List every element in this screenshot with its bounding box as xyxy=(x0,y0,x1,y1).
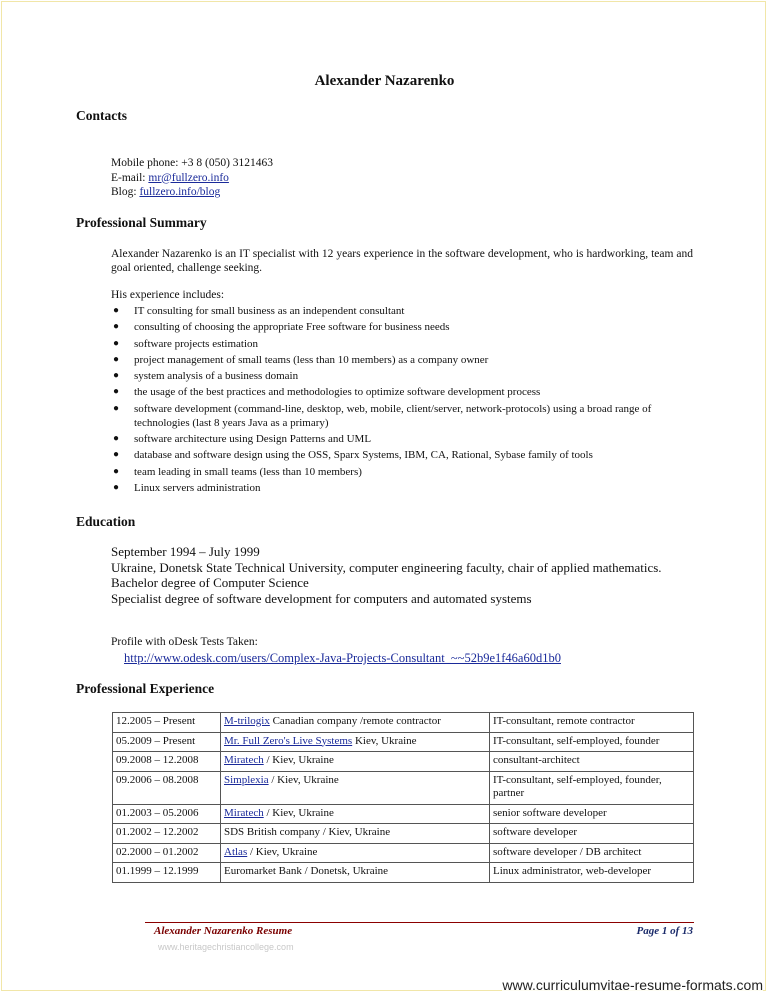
table-row xyxy=(113,713,694,733)
bullet-text: project management of small teams (less than 10 members) as a company owner xyxy=(134,353,489,366)
company-location: / Kiev, Ukraine xyxy=(268,773,339,786)
contacts-heading: Contacts xyxy=(76,108,127,123)
bullet-text: team leading in small teams (less than 10 members) xyxy=(134,465,362,478)
education-university: Ukraine, Donetsk State Technical University, computer engineering faculty, chair of applied mathematics. xyxy=(111,559,662,575)
email-link[interactable]: mr@fullzero.info xyxy=(148,171,229,184)
bullet-text: software architecture using Design Patterns and UML xyxy=(134,433,372,446)
company-location: Kiev, Ukraine xyxy=(352,734,417,747)
period-cell: 01.2002 – 12.2002 xyxy=(113,824,221,844)
resume-name: Alexander Nazarenko xyxy=(314,73,455,89)
table-row xyxy=(113,752,694,772)
table-row xyxy=(113,804,694,824)
watermark-bottom: www.curriculumvitae-resume-formats.com xyxy=(502,977,763,993)
bullet-item xyxy=(111,402,693,430)
company-cell xyxy=(221,752,490,772)
bullet-dot-icon: ● xyxy=(113,465,120,477)
period-cell: 01.1999 – 12.1999 xyxy=(113,863,221,883)
table-row xyxy=(113,843,694,863)
bullet-item xyxy=(111,369,693,383)
bullet-item xyxy=(111,481,693,495)
education-heading: Education xyxy=(76,514,136,529)
email-line xyxy=(111,171,273,186)
bullet-item xyxy=(111,304,693,318)
table-row xyxy=(113,732,694,752)
bullet-text: Linux servers administration xyxy=(134,481,261,494)
profile-link[interactable]: http://www.odesk.com/users/Complex-Java-Projects-Consultant_~~52b9e1f46a60d1b0 xyxy=(124,651,561,665)
company-cell xyxy=(221,824,490,844)
period-cell: 09.2006 – 08.2008 xyxy=(113,771,221,804)
role-cell: senior software developer xyxy=(490,804,694,824)
experience-heading: Professional Experience xyxy=(76,681,215,696)
bullet-text: consulting of choosing the appropriate Free software for business needs xyxy=(134,321,450,334)
education-dates: September 1994 – July 1999 xyxy=(111,544,260,559)
footer-rule xyxy=(145,922,694,923)
bullet-dot-icon: ● xyxy=(113,386,120,398)
period-cell: 02.2000 – 01.2002 xyxy=(113,843,221,863)
blog-line xyxy=(111,185,273,200)
profile-label: Profile with oDesk Tests Taken: xyxy=(111,636,258,648)
company-link[interactable]: Miratech xyxy=(224,754,264,766)
experience-intro: His experience includes: xyxy=(111,289,225,301)
company-location: / Kiev, Ukraine xyxy=(263,806,334,819)
bullet-dot-icon: ● xyxy=(113,353,120,365)
company-cell xyxy=(221,732,490,752)
company-link[interactable]: Simplexia xyxy=(224,773,269,786)
table-row xyxy=(113,771,694,804)
education-bachelor: Bachelor degree of Computer Science xyxy=(111,575,309,590)
company-link[interactable]: M-trilogix xyxy=(224,715,270,727)
bullet-text: system analysis of a business domain xyxy=(134,370,299,383)
company-cell xyxy=(221,863,490,883)
education-block xyxy=(111,544,693,606)
role-cell: IT-consultant, remote contractor xyxy=(490,713,694,733)
experience-bullet-list xyxy=(111,304,693,497)
blog-link[interactable]: fullzero.info/blog xyxy=(139,186,221,198)
bullet-text: software projects estimation xyxy=(134,337,259,350)
summary-heading: Professional Summary xyxy=(76,215,207,230)
company-location: / Kiev, Ukraine xyxy=(263,754,334,766)
bullet-item xyxy=(111,320,693,334)
role-cell: consultant-architect xyxy=(490,752,694,772)
page-word: Page xyxy=(636,925,662,937)
role-cell: IT-consultant, self-employed, founder, partner xyxy=(490,771,694,804)
company-link[interactable]: Atlas xyxy=(224,845,248,858)
of-word: of xyxy=(667,925,682,937)
company-location: Euromarket Bank / Donetsk, Ukraine xyxy=(224,865,389,877)
page-total: 13 xyxy=(682,925,693,937)
education-specialist: Specialist degree of software development for computers and automated systems xyxy=(111,590,532,606)
bullet-dot-icon: ● xyxy=(113,337,120,349)
phone-line: Mobile phone: +3 8 (050) 3121463 xyxy=(111,157,274,169)
bullet-dot-icon: ● xyxy=(113,402,120,414)
company-cell xyxy=(221,804,490,824)
bullet-text: database and software design using the OSS, Sparx Systems, IBM, CA, Rational, Sybase family of tools xyxy=(134,449,593,462)
page-indicator xyxy=(636,925,693,937)
bullet-item xyxy=(111,337,693,351)
contacts-block xyxy=(111,156,273,200)
bullet-text: the usage of the best practices and methodologies to optimize software development process xyxy=(134,386,541,399)
bullet-dot-icon: ● xyxy=(113,321,120,333)
company-cell xyxy=(221,843,490,863)
bullet-dot-icon: ● xyxy=(113,370,120,382)
company-cell xyxy=(221,771,490,804)
company-link[interactable]: Mr. Full Zero's Live Systems xyxy=(224,734,353,747)
period-cell: 01.2003 – 05.2006 xyxy=(113,804,221,824)
table-row xyxy=(113,824,694,844)
bullet-item xyxy=(111,353,693,367)
period-cell: 09.2008 – 12.2008 xyxy=(113,752,221,772)
company-location: SDS British company / Kiev, Ukraine xyxy=(224,826,391,838)
bullet-item xyxy=(111,465,693,479)
bullet-text: software development (command-line, desktop, web, mobile, client/server, network-protocols) using a broad range of technologies (last 8 years Java as a primary) xyxy=(134,402,652,429)
summary-paragraph: Alexander Nazarenko is an IT specialist with 12 years experience in the software development, who is hardworking, team and goal oriented, challenge seeking. xyxy=(111,248,693,274)
footer-title: Alexander Nazarenko Resume xyxy=(154,925,293,937)
role-cell: software developer xyxy=(490,824,694,844)
table-row xyxy=(113,863,694,883)
period-cell: 05.2009 – Present xyxy=(113,732,221,752)
company-link[interactable]: Miratech xyxy=(224,806,264,819)
role-cell: IT-consultant, self-employed, founder xyxy=(490,732,694,752)
bullet-text: IT consulting for small business as an independent consultant xyxy=(134,305,405,317)
watermark-top: www.heritagechristiancollege.com xyxy=(158,942,294,952)
bullet-item xyxy=(111,385,693,399)
role-cell: software developer / DB architect xyxy=(490,843,694,863)
bullet-dot-icon: ● xyxy=(113,433,120,445)
email-label: E-mail: xyxy=(111,171,149,184)
bullet-item xyxy=(111,448,693,462)
company-cell xyxy=(221,713,490,733)
page-number: 1 xyxy=(661,925,668,937)
bullet-item xyxy=(111,432,693,446)
company-location: Canadian company /remote contractor xyxy=(269,715,441,727)
role-cell: Linux administrator, web-developer xyxy=(490,863,694,883)
company-location: / Kiev, Ukraine xyxy=(247,845,318,858)
experience-table xyxy=(112,712,694,883)
period-cell: 12.2005 – Present xyxy=(113,713,221,733)
blog-label: Blog: xyxy=(111,186,140,198)
bullet-dot-icon: ● xyxy=(113,481,120,493)
bullet-dot-icon: ● xyxy=(113,305,120,316)
bullet-dot-icon: ● xyxy=(113,449,120,461)
